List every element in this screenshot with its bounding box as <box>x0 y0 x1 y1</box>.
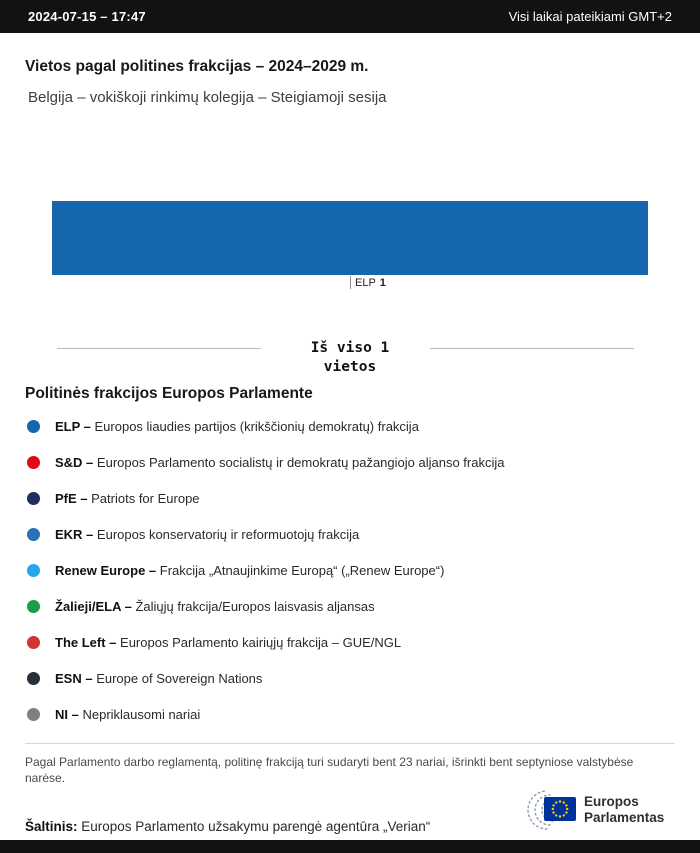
seats-chart <box>52 201 648 313</box>
tick-seat-count: 1 <box>379 277 386 289</box>
total-seats-line1: Iš viso 1 <box>310 340 390 356</box>
party-abbr: ESN – <box>55 671 93 686</box>
eu-parliament-logo <box>506 787 678 838</box>
page-subtitle: Belgija – vokiškoji rinkimų kolegija – Steigiamoji sesija <box>28 89 387 106</box>
party-abbr: ELP – <box>55 419 91 434</box>
legend-item <box>25 707 675 722</box>
party-desc: Žaliųjų frakcija/Europos laisvasis aljansas <box>135 599 375 614</box>
axis-tick-mark <box>350 276 351 289</box>
party-desc: Patriots for Europe <box>91 491 200 506</box>
caption-rule-right <box>430 348 634 349</box>
footnote-divider <box>25 743 675 744</box>
caption-rule-left <box>57 348 261 349</box>
legend-item <box>25 671 675 686</box>
source-text: Europos Parlamento užsakymu parengė agentūra „Verian“ <box>77 819 431 834</box>
party-color-dot <box>27 528 40 541</box>
party-desc: Europos konservatorių ir reformuotojų frakcija <box>96 527 360 542</box>
tick-group-name: ELP <box>355 277 376 289</box>
source-label: Šaltinis: <box>25 819 78 834</box>
legend-item <box>25 455 675 470</box>
party-desc: Europos Parlamento socialistų ir demokratų pažangiojo aljanso frakcija <box>96 455 505 470</box>
total-seats-line2: vietos <box>323 359 377 375</box>
party-color-dot <box>27 564 40 577</box>
legend <box>25 385 675 722</box>
axis-tick-label <box>355 277 386 289</box>
logo-text-line1: Europos <box>584 794 639 809</box>
seat-bar-segment <box>52 201 648 275</box>
logo-text-line2: Parlamentas <box>584 810 665 825</box>
party-desc: Europos Parlamento kairiųjų frakcija – GUE/NGL <box>120 635 402 650</box>
party-abbr: Žalieji/ELA – <box>55 599 132 614</box>
legend-item <box>25 527 675 542</box>
party-abbr: Renew Europe – <box>55 563 157 578</box>
report-datetime: 2024-07-15 – 17:47 <box>28 9 146 24</box>
party-color-dot <box>27 672 40 685</box>
party-abbr: EKR – <box>55 527 94 542</box>
party-desc: Europe of Sovereign Nations <box>96 671 263 686</box>
legend-item <box>25 635 675 650</box>
legend-heading: Politinės frakcijos Europos Parlamente <box>25 385 313 402</box>
party-color-dot <box>27 492 40 505</box>
top-bar <box>0 0 700 33</box>
footnote: Pagal Parlamento darbo reglamentą, politinę frakciją turi sudaryti bent 23 nariai, išrinkti bent septyniose valstybėse narėse. <box>25 755 634 785</box>
axis-tick-area <box>52 275 648 313</box>
legend-item <box>25 563 675 578</box>
source-line <box>25 819 430 834</box>
party-abbr: The Left – <box>55 635 117 650</box>
party-desc: Europos liaudies partijos (krikščionių demokratų) frakcija <box>94 419 419 434</box>
party-color-dot <box>27 420 40 433</box>
total-seats-caption <box>0 339 700 377</box>
party-color-dot <box>27 456 40 469</box>
party-desc: Nepriklausomi nariai <box>82 707 201 722</box>
party-color-dot <box>27 708 40 721</box>
seat-bar <box>52 201 648 275</box>
legend-item <box>25 419 675 434</box>
party-abbr: S&D – <box>55 455 94 470</box>
party-color-dot <box>27 636 40 649</box>
page-title: Vietos pagal politines frakcijas – 2024–2029 m. <box>25 58 369 75</box>
party-abbr: PfE – <box>55 491 88 506</box>
eu-flag-icon <box>544 797 576 821</box>
timezone-note: Visi laikai pateikiami GMT+2 <box>508 9 672 24</box>
legend-item <box>25 599 675 614</box>
party-desc: Frakcija „Atnaujinkime Europą“ („Renew Europe“) <box>159 563 445 578</box>
bottom-bar <box>0 840 700 853</box>
party-color-dot <box>27 600 40 613</box>
party-abbr: NI – <box>55 707 79 722</box>
legend-item <box>25 491 675 506</box>
